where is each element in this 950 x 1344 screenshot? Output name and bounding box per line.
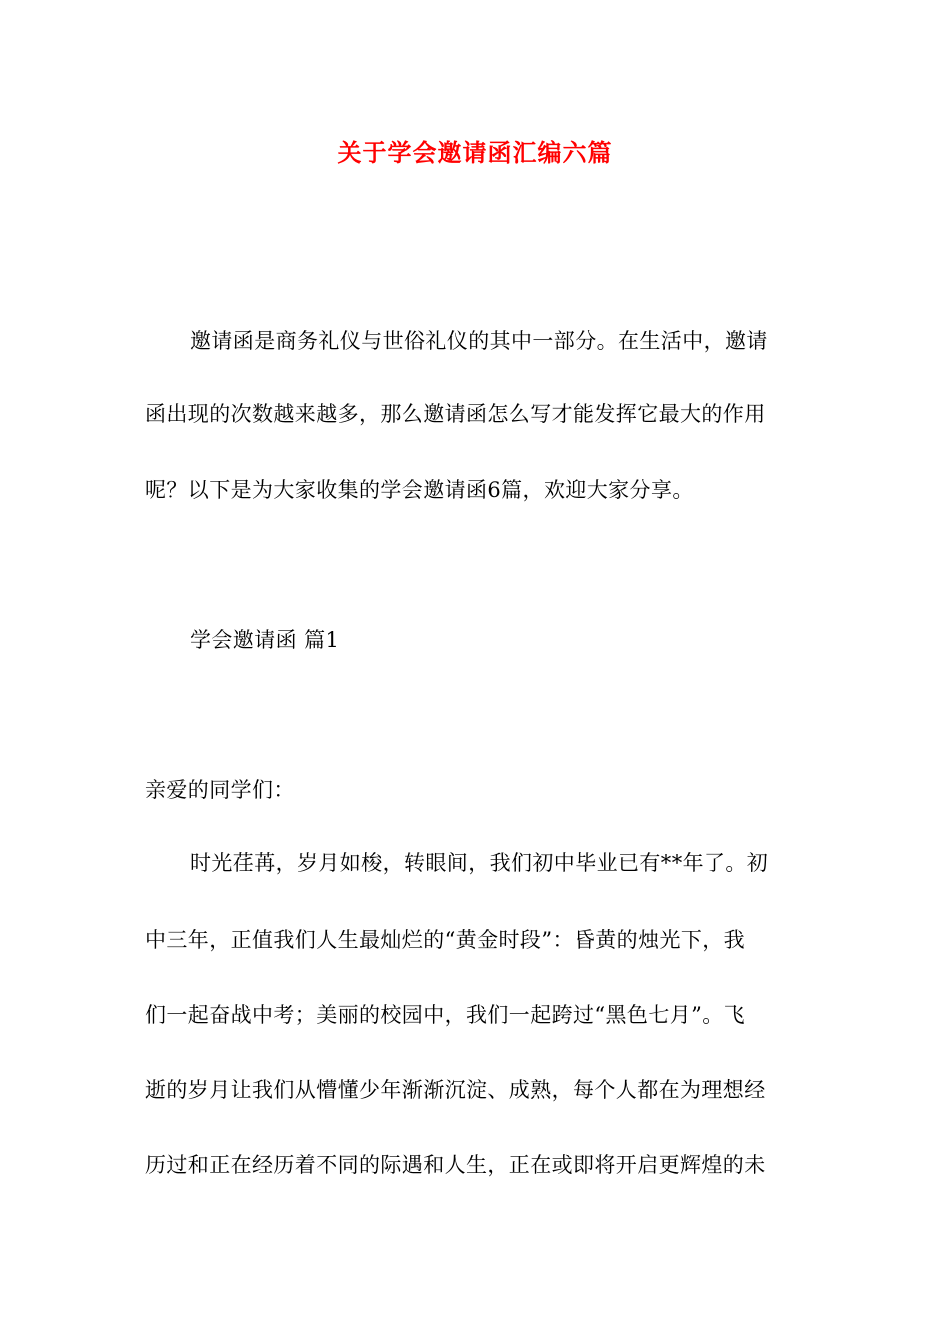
body-line: 们一起奋战中考；美丽的校园中，我们一起跨过“黑色七月”。飞 xyxy=(145,1003,746,1027)
body-line: 历过和正在经历着不同的际遇和人生，正在或即将开启更辉煌的未 xyxy=(145,1153,766,1177)
body-line: 逝的岁月让我们从懵懂少年渐渐沉淀、成熟，每个人都在为理想经 xyxy=(145,1078,766,1102)
body-line: 时光荏苒，岁月如梭，转眼间，我们初中毕业已有**年了。初 xyxy=(190,851,769,875)
section-heading: 学会邀请函 篇1 xyxy=(190,628,340,652)
document-title: 关于学会邀请函汇编六篇 xyxy=(337,138,613,167)
intro-line: 邀请函是商务礼仪与世俗礼仪的其中一部分。在生活中，邀请 xyxy=(190,329,768,353)
intro-line: 呢？以下是为大家收集的学会邀请函6篇，欢迎大家分享。 xyxy=(145,478,694,502)
body-line: 中三年，正值我们人生最灿烂的“黄金时段”：昏黄的烛光下，我 xyxy=(145,928,746,952)
intro-line: 函出现的次数越来越多，那么邀请函怎么写才能发挥它最大的作用 xyxy=(145,402,766,426)
salutation: 亲爱的同学们： xyxy=(145,778,295,802)
